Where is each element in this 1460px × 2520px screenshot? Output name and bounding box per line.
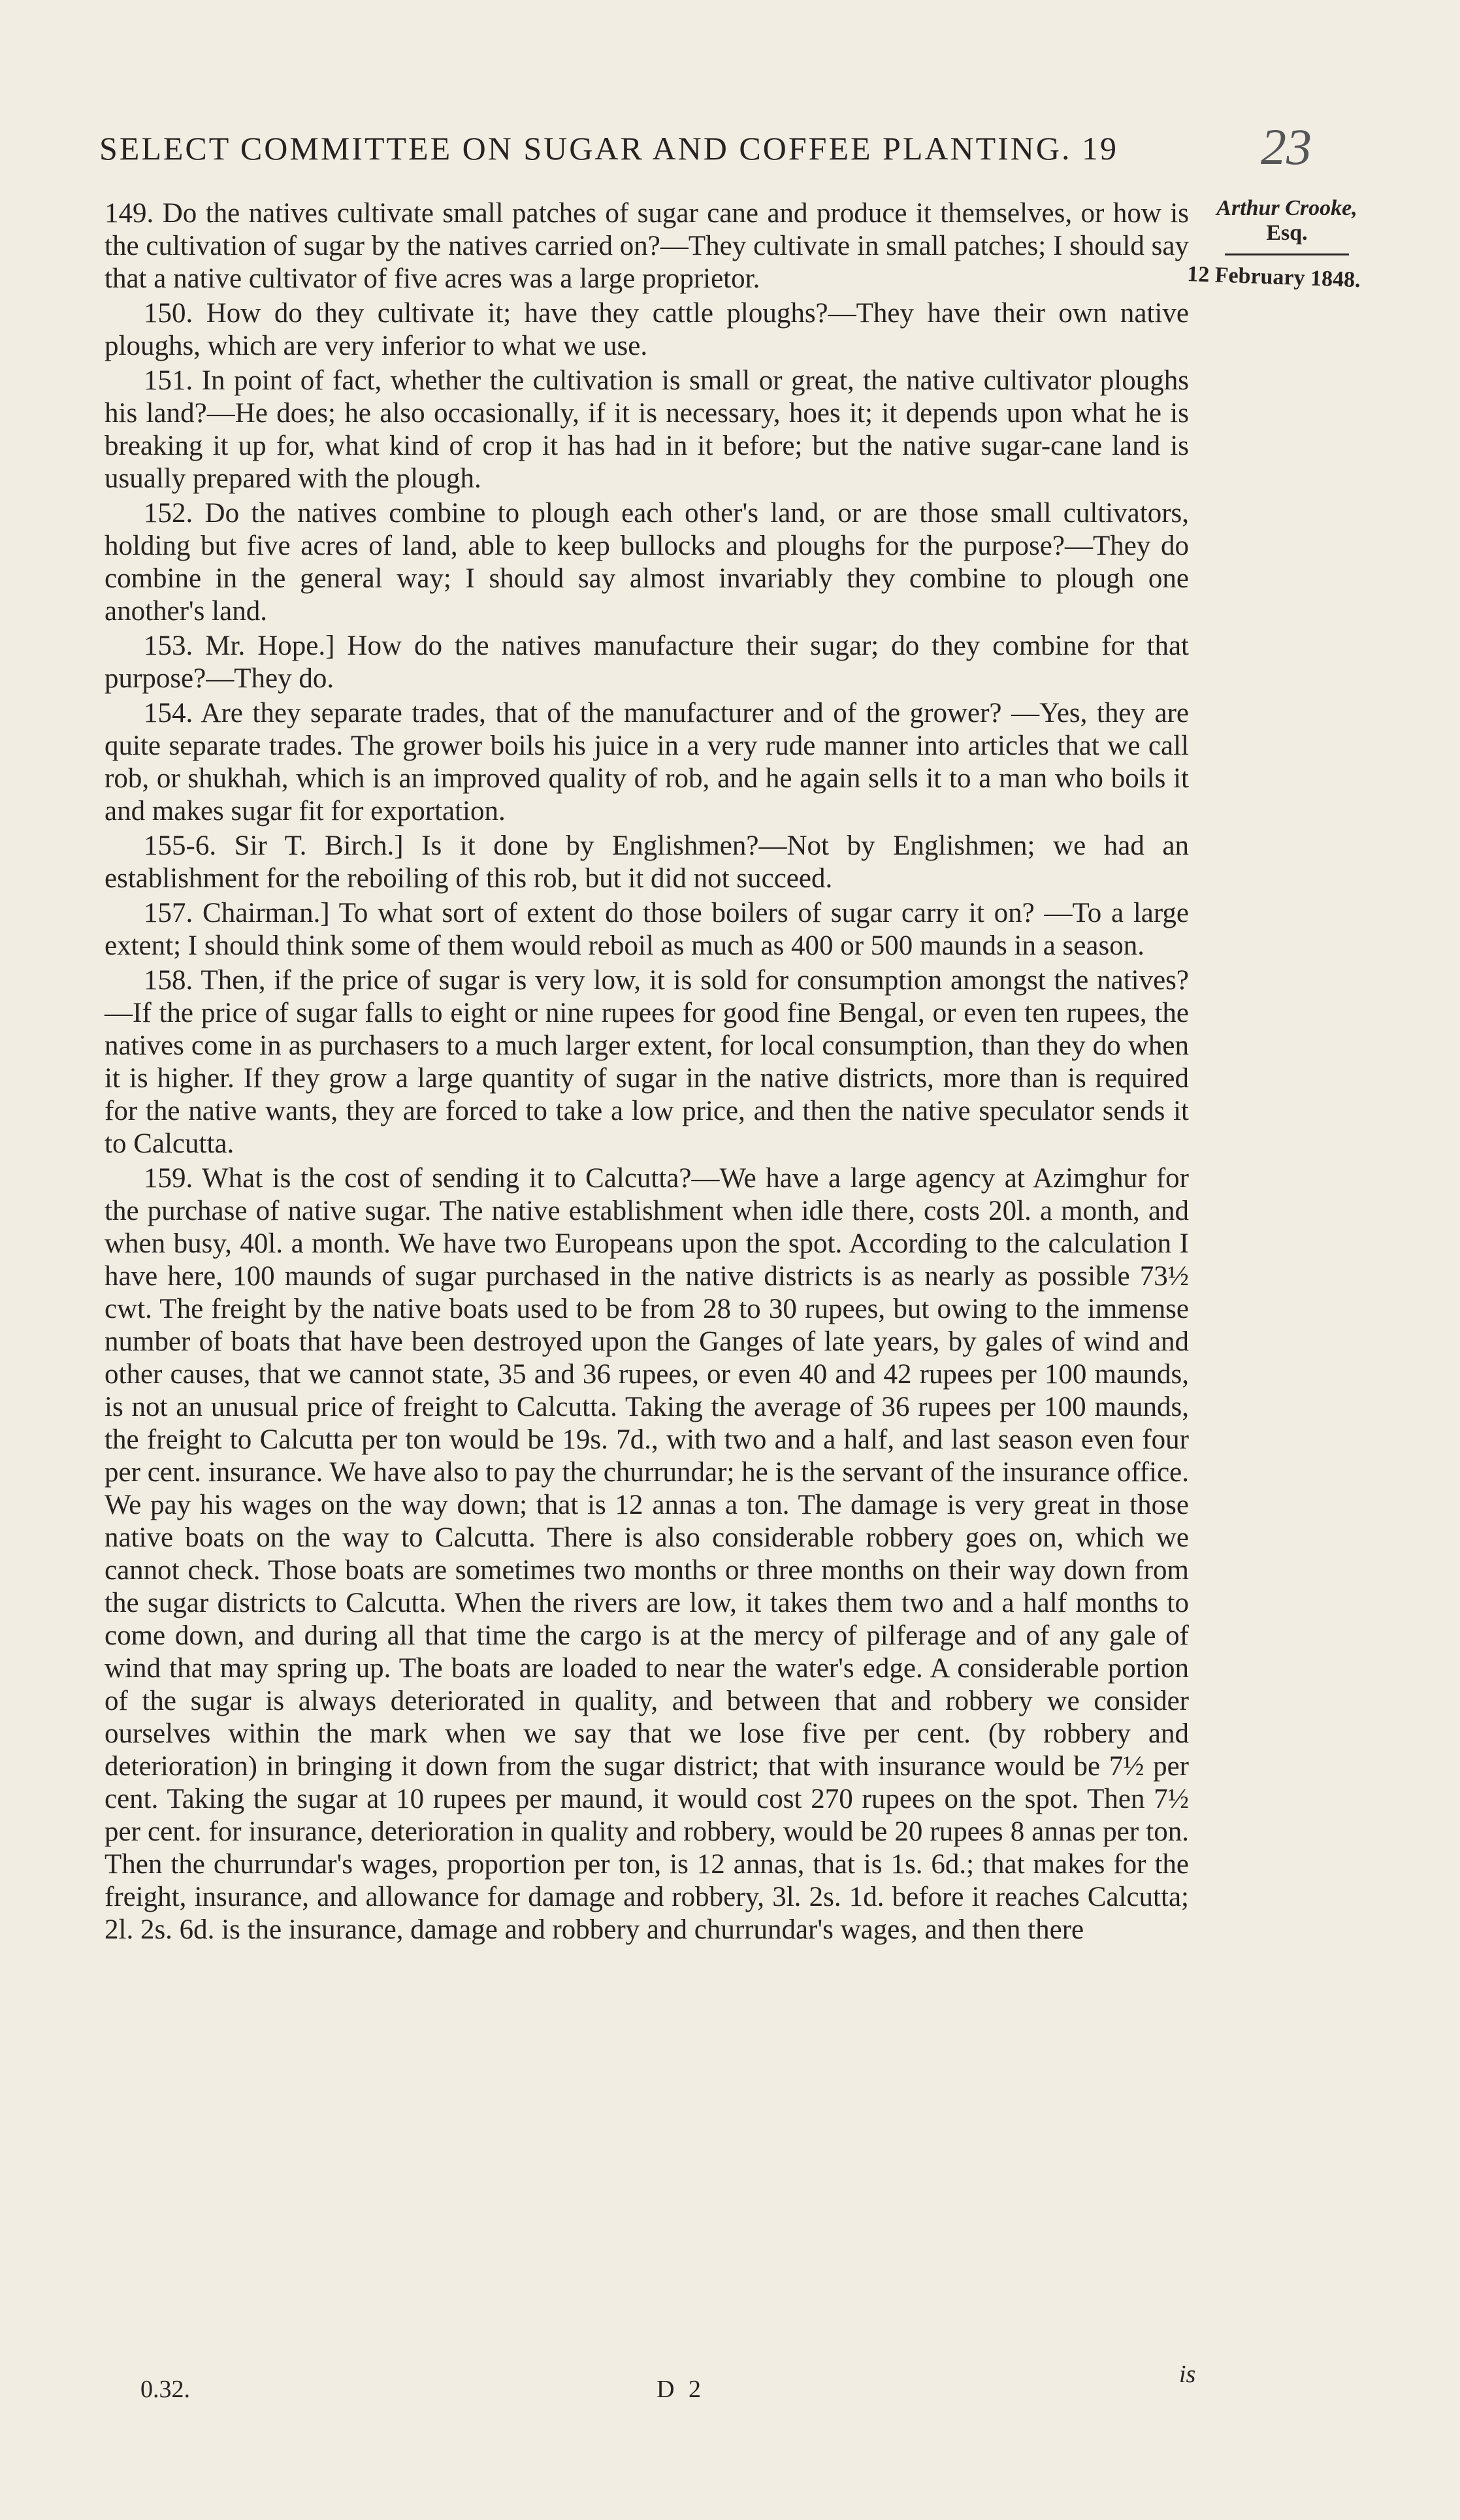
paragraph-155-6: 155-6. Sir T. Birch.] Is it done by Englishmen?—Not by Englishmen; we had an establishment for the reboiling of this rob, but it did not succeed. xyxy=(105,830,1189,894)
paragraph-149: 149. Do the natives cultivate small patches of sugar cane and produce it themselves, or how is the cultivation of sugar by the natives carried on?—They cultivate in small patches; I should say that a native cultivator of five acres was a large proprietor. xyxy=(105,198,1189,294)
running-header: SELECT COMMITTEE ON SUGAR AND COFFEE PLANTING. 19 xyxy=(99,130,1119,167)
signature-mark: D 2 xyxy=(657,2376,705,2403)
paragraph-152: 152. Do the natives combine to plough each other's land, or are those small cultivators, holding but five acres of land, able to keep bullocks and ploughs for the purpose?—They do combine in the general way; I should say almost invariably they combine to plough one another's land. xyxy=(105,498,1189,627)
evidence-date: 12 February 1848. xyxy=(1186,262,1361,293)
paragraph-153: 153. Mr. Hope.] How do the natives manufacture their sugar; do they combine for that purpose?—They do. xyxy=(105,630,1189,694)
witness-title: Esq. xyxy=(1266,221,1308,245)
evidence-body xyxy=(105,197,1189,1948)
paragraph-150: 150. How do they cultivate it; have they cattle ploughs?—They have their own native ploughs, which are very inferior to what we use. xyxy=(105,298,1189,361)
paragraph-154: 154. Are they separate trades, that of the manufacturer and of the grower? —Yes, they are quite separate trades. The grower boils his juice in a very rude manner into articles that we call rob, or shukhah, which is an improved quality of rob, and he again sells it to a man who boils it and makes sugar fit for exportation. xyxy=(105,698,1189,826)
paragraph-158: 158. Then, if the price of sugar is very low, it is sold for consumption amongst the natives?—If the price of sugar falls to eight or nine rupees for good fine Bengal, or even ten rupees, the natives come in as purchasers to a much larger extent, for local consumption, than they do when it is higher. If they grow a large quantity of sugar in the native districts, more than is required for the native wants, they are forced to take a low price, and then the native speculator sends it to Calcutta. xyxy=(105,965,1189,1159)
paragraph-151: 151. In point of fact, whether the cultivation is small or great, the native cultivator ploughs his land?—He does; he also occasionally, if it is necessary, hoes it; it depends upon what he is breaking it up for, what kind of crop it has had in it before; but the native sugar-cane land is usually prepared with the plough. xyxy=(105,365,1189,494)
paragraph-159: 159. What is the cost of sending it to Calcutta?—We have a large agency at Azimghur for the purchase of native sugar. The native establishment when idle there, costs 20l. a month, and when busy, 40l. a month. We have two Europeans upon the spot. According to the calculation I have here, 100 maunds of sugar purchased in the native districts is as nearly as possible 73½ cwt. The freight by the native boats used to be from 28 to 30 rupees, but owing to the immense number of boats that have been destroyed upon the Ganges of late years, by gales of wind and other causes, that we cannot state, 35 and 36 rupees, or even 40 and 42 rupees per 100 maunds, is not an unusual price of freight to Calcutta. Taking the average of 36 rupees per 100 maunds, the freight to Calcutta per ton would be 19s. 7d., with two and a half, and last season even four per cent. insurance. We have also to pay the churrundar; he is the servant of the insurance office. We pay his wages on the way down; that is 12 annas a ton. The damage is very great in those native boats on the way to Calcutta. There is also considerable robbery goes on, which we cannot check. Those boats are sometimes two months or three months on their way down from the sugar districts to Calcutta. When the rivers are low, it takes them two and a half months to come down, and during all that time the cargo is at the mercy of pilferage and of any gale of wind that may spring up. The boats are loaded to near the water's edge. A considerable portion of the sugar is always deteriorated in quality, and between that and robbery we consider ourselves within the mark when we say that we lose five per cent. (by robbery and deterioration) in bringing it down from the sugar district; that with insurance would be 7½ per cent. Taking the sugar at 10 rupees per maund, it would cost 270 rupees on the spot. Then 7½ per cent. for insurance, deterioration in quality and robbery, would be 20 rupees 8 annas per ton. Then the churrundar's wages, proportion per ton, is 12 annas, that is 1s. 6d.; that makes for the freight, insurance, and allowance for damage and robbery, 3l. 2s. 1d. before it reaches Calcutta; 2l. 2s. 6d. is the insurance, damage and robbery and churrundar's wages, and then there xyxy=(105,1163,1189,1945)
margin-rule xyxy=(1225,254,1349,255)
catchword: is xyxy=(1179,2361,1196,2388)
paragraph-157: 157. Chairman.] To what sort of extent do those boilers of sugar carry it on? —To a large extent; I should think some of them would reboil as much as 400 or 500 maunds in a season. xyxy=(105,898,1189,961)
margin-note xyxy=(1186,196,1378,293)
footer-reference: 0.32. xyxy=(140,2376,190,2403)
witness-name: Arthur Crooke, xyxy=(1216,196,1357,220)
handwritten-page-number: 23 xyxy=(1261,118,1312,175)
